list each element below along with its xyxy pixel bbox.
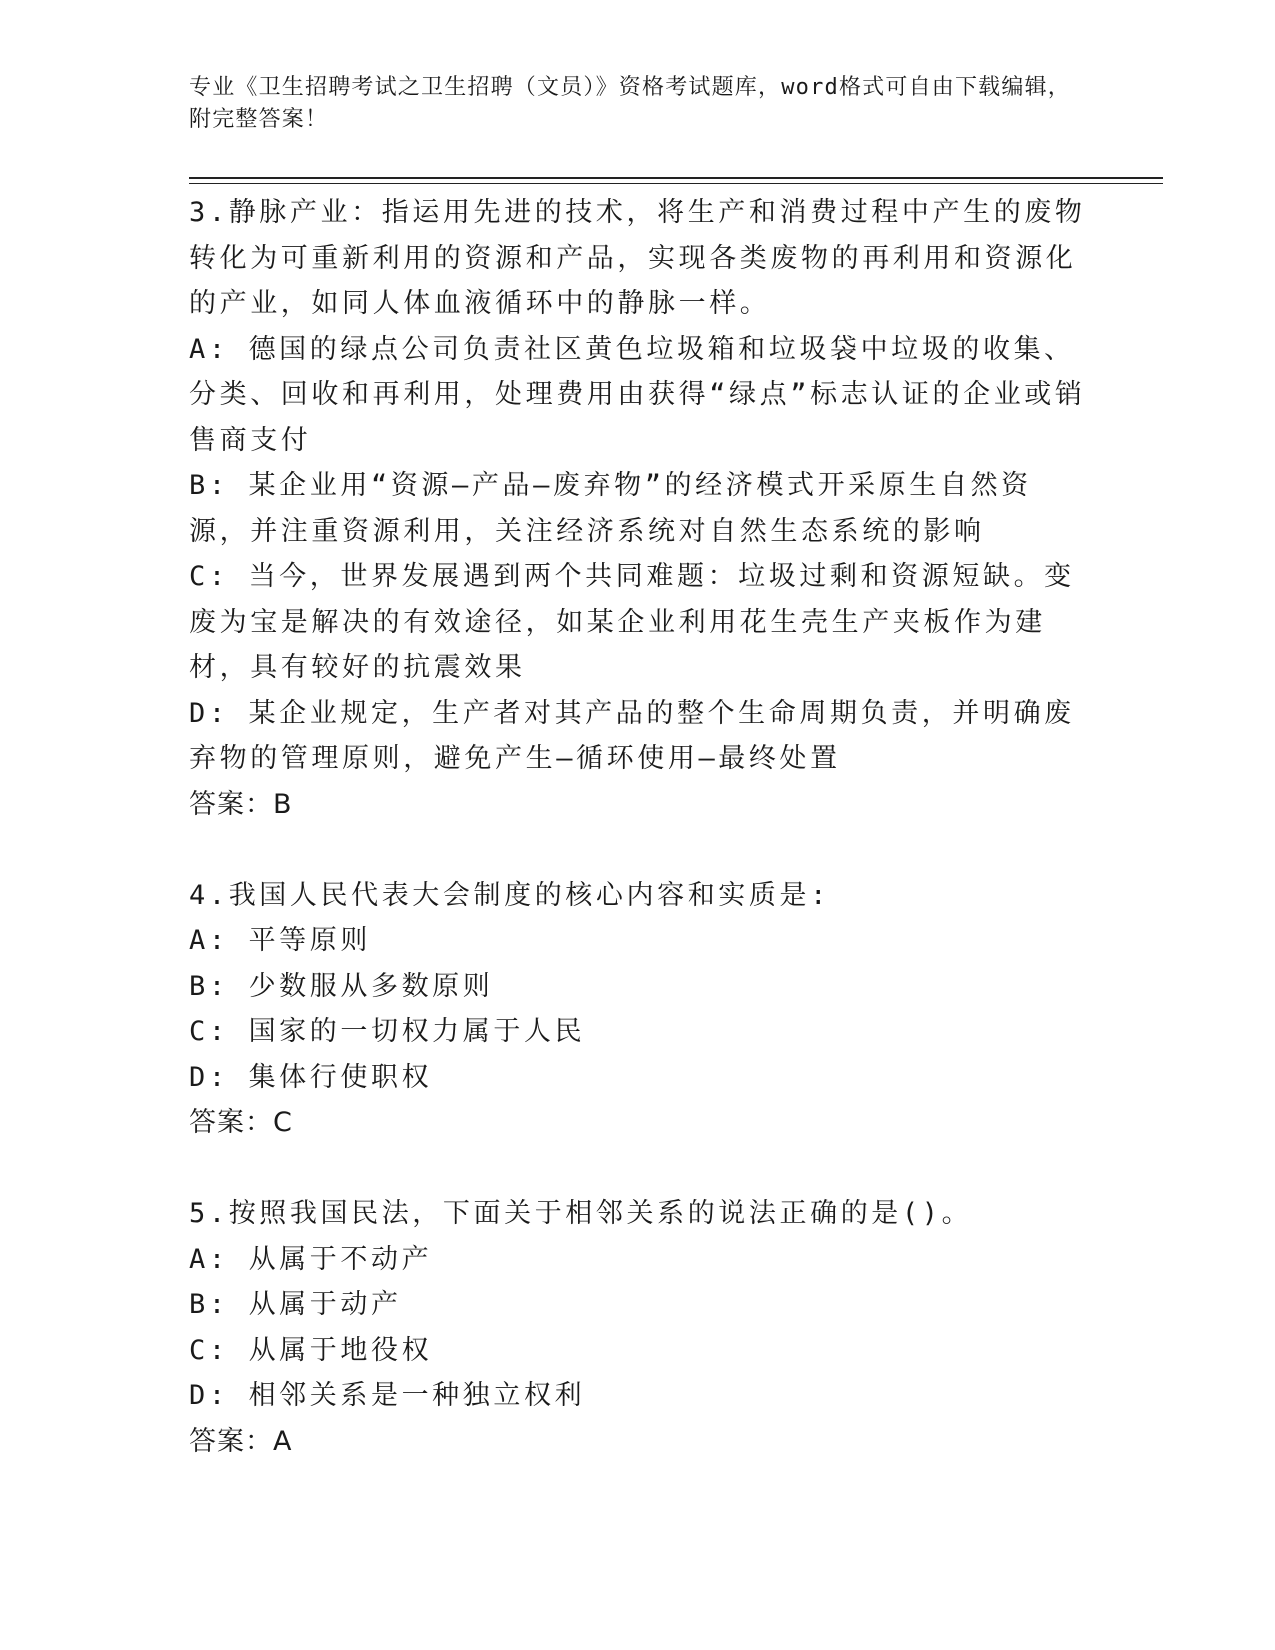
option-c: C: 国家的一切权力属于人民 [189, 1016, 586, 1047]
option-d: D: 某企业规定，生产者对其产品的整个生命周期负责，并明确废弃物的管理原则，避免产生—循环使用—最终处置 [189, 697, 1075, 774]
question-spacer [189, 1146, 1089, 1192]
option-d: D: 相邻关系是一种独立权利 [189, 1380, 586, 1411]
option-a: A: 平等原则 [189, 925, 371, 956]
question-3 [189, 190, 1089, 827]
header-divider-thin [189, 183, 1163, 184]
answer-line: 答案：C [189, 1107, 293, 1138]
option-b: B: 从属于动产 [189, 1289, 402, 1320]
document-header: 专业《卫生招聘考试之卫生招聘（文员）》资格考试题库，word格式可自由下载编辑，附完整答案！ [189, 75, 1071, 132]
question-4 [189, 873, 1089, 1146]
answer-line: 答案：A [189, 1425, 293, 1457]
question-spacer [189, 827, 1089, 873]
question-list [189, 190, 1089, 1464]
question-stem: 4.我国人民代表大会制度的核心内容和实质是: [189, 879, 830, 911]
option-a: A: 从属于不动产 [189, 1243, 433, 1275]
option-b: B: 某企业用“资源—产品—废弃物”的经济模式开采原生自然资源，并注重资源利用，关注经济系统对自然生态系统的影响 [189, 470, 1032, 547]
header-divider-thick [189, 177, 1163, 179]
option-c: C: 从属于地役权 [189, 1334, 433, 1366]
option-c: C: 当今，世界发展遇到两个共同难题：垃圾过剩和资源短缺。变废为宝是解决的有效途径，如某企业利用花生壳生产夹板作为建材，具有较好的抗震效果 [189, 561, 1075, 683]
option-b: B: 少数服从多数原则 [189, 970, 494, 1002]
question-5 [189, 1191, 1089, 1464]
question-stem: 3.静脉产业：指运用先进的技术，将生产和消费过程中产生的废物转化为可重新利用的资源和产品，实现各类废物的再利用和资源化的产业，如同人体血液循环中的静脉一样。 [189, 197, 1086, 319]
answer-line: 答案：B [189, 788, 293, 820]
option-d: D: 集体行使职权 [189, 1061, 433, 1093]
question-stem: 5.按照我国民法，下面关于相邻关系的说法正确的是()。 [189, 1198, 973, 1229]
option-a: A: 德国的绿点公司负责社区黄色垃圾箱和垃圾袋中垃圾的收集、分类、回收和再利用，处理费用由获得“绿点”标志认证的企业或销售商支付 [189, 333, 1086, 456]
